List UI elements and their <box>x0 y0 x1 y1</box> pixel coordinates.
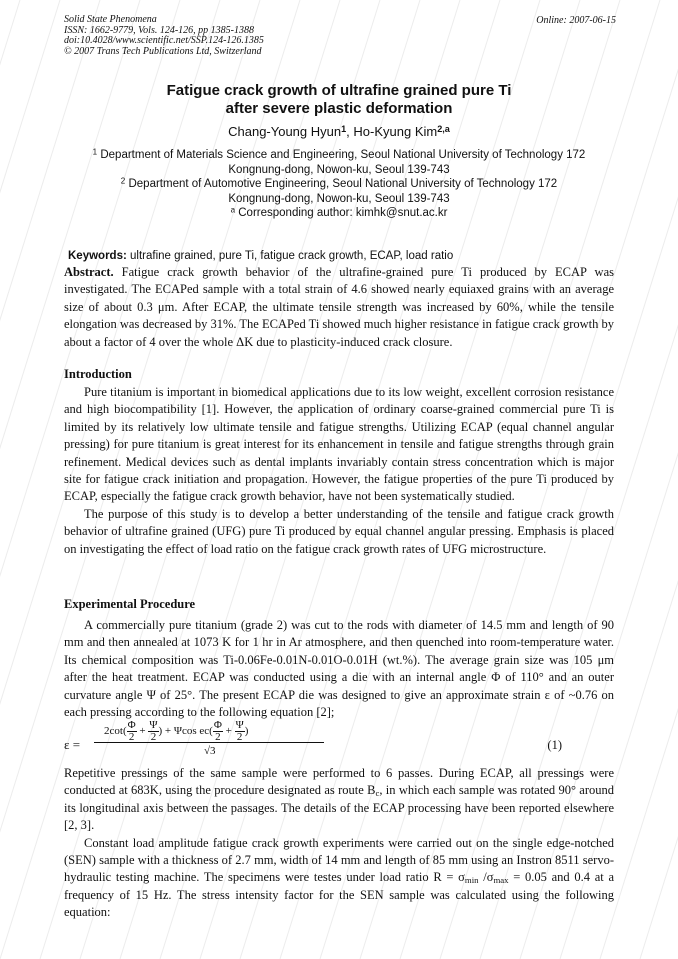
sigma-max-subscript: max <box>493 875 509 886</box>
paper-title <box>0 82 678 118</box>
author-2-affil-mark: 2,a <box>437 123 450 134</box>
keywords-text: ultrafine grained, pure Ti, fatigue crack growth, ECAP, load ratio <box>130 250 454 262</box>
eq-two-3: 2 <box>215 731 221 743</box>
author-1-affil-mark: 1 <box>341 123 347 134</box>
exp-p3-a: Constant load amplitude fatigue crack growth experiments were carried out on the single edge-notched (SEN) sample with a thickness of 2.7 mm, width of 14 mm and length of 85 mm using an Instron 8511 servo-hydraulic testing machine. The specimens were testes under load ratio R = σ <box>64 835 614 885</box>
author-list <box>0 124 678 139</box>
title-line-1: Fatigue crack growth of ultrafine grained pure Ti <box>166 82 512 99</box>
introduction-paragraph-2: The purpose of this study is to develop a better understanding of the tensile and fatigue crack growth behavior of ultrafine grained (UFG) pure Ti produced by equal channel angular pressing. Emphasis is placed on investigating the effect of load ratio on the fatigue crack growth rates of UFG microstructure. <box>64 506 614 556</box>
journal-name: Solid State Phenomena <box>64 14 157 25</box>
corresponding-mark: a <box>230 205 236 215</box>
affiliation-1-mark: 1 <box>92 147 98 157</box>
abstract-label: Abstract. <box>64 265 114 279</box>
online-date: Online: 2007-06-15 <box>536 15 616 26</box>
affiliations <box>0 148 678 221</box>
affiliation-2-line-1: Department of Automotive Engineering, Seoul National University of Technology 172 <box>128 178 558 190</box>
eq-phi-2: Φ <box>213 719 222 731</box>
eq-two-2: 2 <box>150 731 157 743</box>
eq-two-4: 2 <box>236 731 243 743</box>
issn-line: ISSN: 1662-9779, Vols. 124-126, pp 1385-1388 <box>64 24 254 36</box>
equation-fraction-bar <box>94 742 324 743</box>
eq-psi-1: Ψ <box>149 719 158 731</box>
exp-p3-c: = 0.05 and 0.4 at a frequency of 15 Hz. The stress intensity factor for the SEN sample was calculated using the following equation: <box>64 870 614 920</box>
exp-p2-a: Repetitive pressings of the same sample were performed to 6 passes. During ECAP, all pressings were conducted at 683K, using the procedure designated as route B <box>64 766 614 798</box>
sigma-min-subscript: min <box>464 875 479 886</box>
experimental-paragraph-2 <box>64 765 614 835</box>
experimental-body-2 <box>64 765 614 922</box>
equation-number: (1) <box>547 738 562 752</box>
experimental-body-1 <box>64 617 614 721</box>
equation-numerator <box>104 720 248 743</box>
keywords <box>68 250 453 262</box>
eq-plus-1: + <box>139 725 146 738</box>
experimental-paragraph-1: A commercially pure titanium (grade 2) was cut to the rods with diameter of 14.5 mm and length of 90 mm and then annealed at 1073 K for 1 hr in Ar atmosphere, and then quenched into room-temperature water. Its chemical composition was Ti-0.06Fe-0.01N-0.01O-0.01H (wt.%). The average grain size was 105 μm after the heat treatment. ECAP was conducted using a die with an internal angle Φ of 110° and an outer curvature angle Ψ of 25°. The present ECAP die was designed to give an approximate strain ε of ~0.76 on each pressing according to the following equation [2]; <box>64 618 614 720</box>
equation-1 <box>64 720 614 766</box>
doi-line[interactable]: doi:10.4028/www.scientific.net/SSP.124-126.1385 <box>64 35 264 46</box>
eq-phi-1: Φ <box>127 719 136 731</box>
author-1: Chang-Young Hyun <box>228 124 342 139</box>
corresponding-author-email[interactable]: Corresponding author: kimhk@snut.ac.kr <box>238 207 448 219</box>
affiliation-1-line-1: Department of Materials Science and Engineering, Seoul National University of Technology 172 <box>100 149 586 161</box>
copyright-line: © 2007 Trans Tech Publications Ltd, Switzerland <box>64 45 262 57</box>
eq-close: ) <box>244 725 249 738</box>
introduction-paragraph-1: Pure titanium is important in biomedical applications due to its low weight, excellent corrosion resistance and high biocompatibility [1]. However, the application of ordinary coarse-grained commercial pure Ti is limited by its relatively low ultimate tensile and fatigue strengths. Utilizing ECAP (equal channel angular pressing) for pure titanium is great interest for its enhancement in tensile and fatigue strengths through grain refinement. Medical devices such as dental implants invariably contain stress concentration which is major site for fatigue crack initiation and propagation. However, the fatigue properties of the pure Ti produced by ECAP, especially the fatigue crack growth behavior, have not been systematically studied. <box>64 385 614 504</box>
abstract <box>64 264 614 351</box>
equation-denominator: √3 <box>204 745 216 757</box>
section-heading-introduction: Introduction <box>64 367 132 381</box>
route-subscript: c <box>375 788 380 799</box>
corresponding-author <box>0 206 678 221</box>
abstract-text: Fatigue crack growth behavior of the ultrafine-grained pure Ti produced by ECAP was investigated. The ECAPed sample with a total strain of 4.6 showed nearly equiaxed grains with an average size of about 0.3 μm. After ECAP, the ultimate tensile strength was increased by 60%, while the tensile elongation was decreased by 31%. The ECAPed Ti showed much higher resistance in fatigue crack growth by about a factor of 4 over the whole ΔK due to plasticity-induced crack closure. <box>64 265 614 349</box>
affiliation-1-address: Kongnung-dong, Nowon-ku, Seoul 139-743 <box>228 163 450 176</box>
author-separator: , <box>346 124 354 139</box>
exp-p2-b: , in which each sample was rotated 90° around its longitudinal axis between the passages. The details of the ECAP processing have been reported elsewhere [2, 3]. <box>64 783 614 833</box>
affiliation-2-mark: 2 <box>120 176 126 186</box>
journal-header <box>64 15 264 57</box>
author-2: Ho-Kyung Kim <box>353 124 438 139</box>
affiliation-1 <box>0 148 678 163</box>
eq-cot: 2cot( <box>104 725 127 738</box>
eq-psi-2: Ψ <box>235 719 244 731</box>
exp-p3-b: /σ <box>478 870 494 885</box>
eq-cosec: ) + Ψcos ec( <box>158 725 213 738</box>
equation-lhs: ε = <box>64 737 81 752</box>
keywords-label: Keywords: <box>68 250 127 262</box>
affiliation-2-address: Kongnung-dong, Nowon-ku, Seoul 139-743 <box>228 192 450 205</box>
affiliation-2 <box>0 177 678 192</box>
introduction-body <box>64 384 614 558</box>
section-heading-experimental: Experimental Procedure <box>64 597 196 611</box>
eq-plus-2: + <box>225 725 232 738</box>
eq-two-1: 2 <box>128 731 135 743</box>
title-line-2: after severe plastic deformation <box>225 100 453 117</box>
experimental-paragraph-3 <box>64 835 614 922</box>
